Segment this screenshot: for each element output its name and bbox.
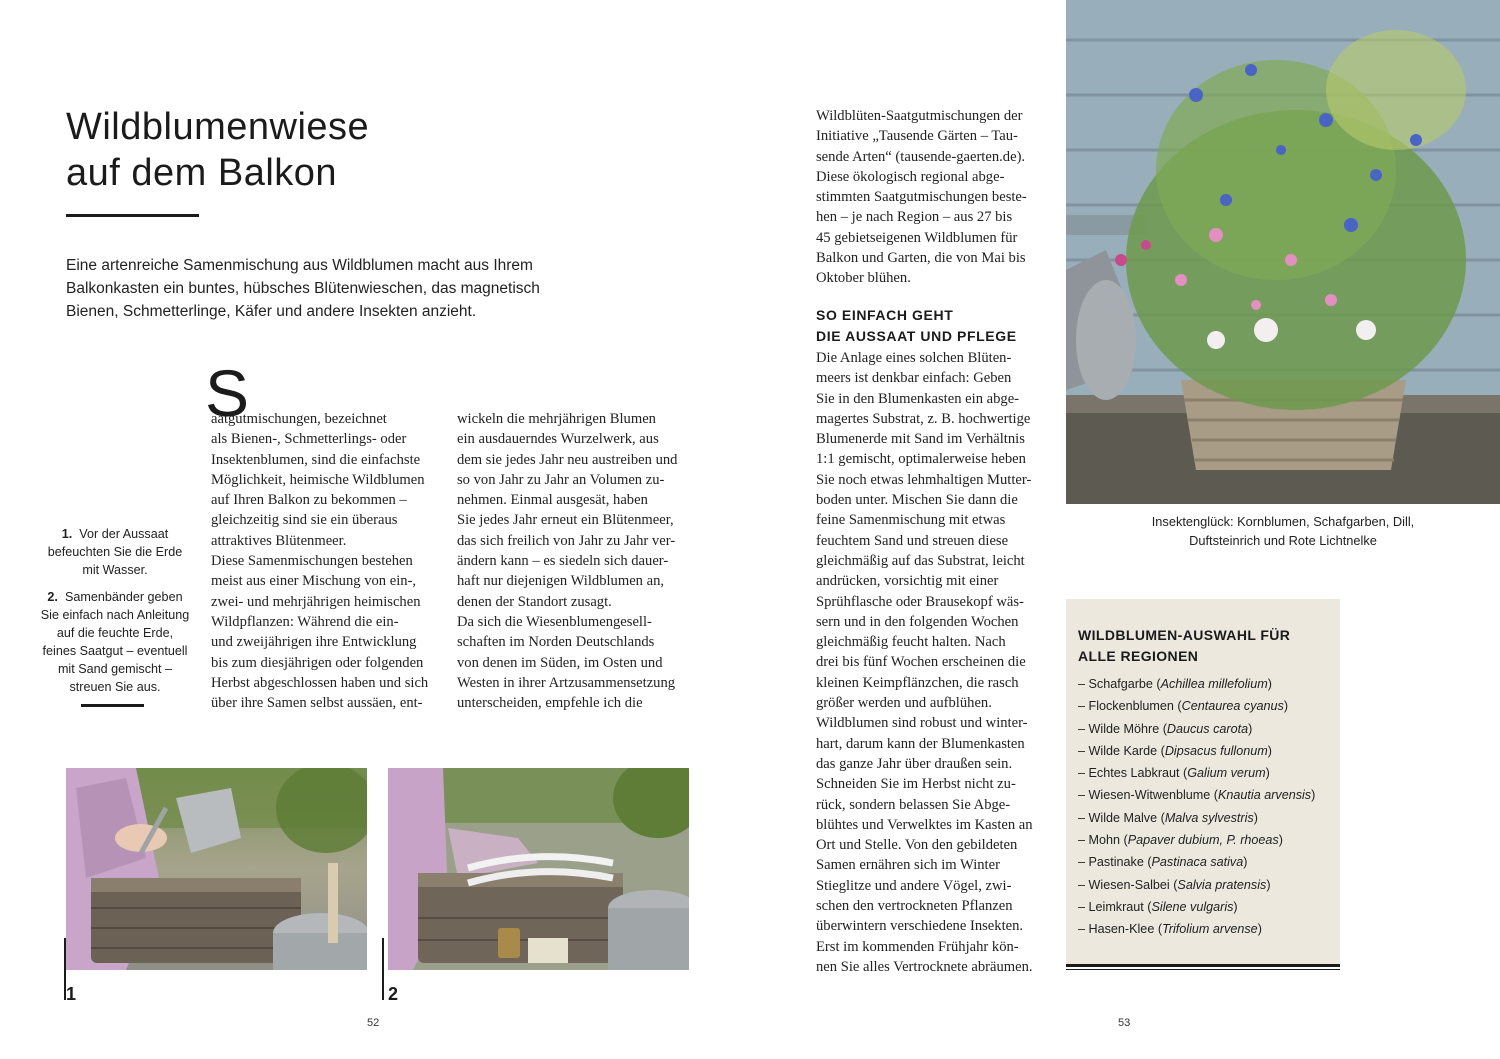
body-line: Wildblumen sind robust und winter- (816, 715, 1028, 732)
page-number-left: 52 (367, 1017, 380, 1029)
body-line: Sie jedes Jahr erneut ein Blütenmeer, (457, 512, 674, 529)
body-line: meers ist denkbar einfach: Geben (816, 370, 1012, 387)
body-line: rück, sondern belassen Sie Abge- (816, 796, 1011, 813)
body-line: Samen ernähren sich im Winter (816, 857, 1000, 874)
body-line: boden unter. Mischen Sie dann die (816, 492, 1018, 509)
photo-caption-line: Insektenglück: Kornblumen, Schafgarben, Dill, (1151, 514, 1415, 529)
page-title (66, 104, 586, 197)
step-caption-text: Vor der Aussaat (79, 527, 169, 541)
step-caption-line: auf die feuchte Erde, (56, 626, 174, 640)
intro-paragraph (66, 254, 566, 323)
photo-marker-line-2 (382, 938, 384, 1000)
body-line: schen den vertrockneten Pflanzen (816, 898, 1013, 915)
body-line: 1:1 gemischt, optimalerweise heben (816, 451, 1026, 468)
wildflower-name: Flockenblumen (1088, 699, 1174, 714)
wildflower-name: Wiesen-Salbei (1088, 877, 1170, 892)
wildflower-latin: Silene vulgaris (1151, 899, 1234, 914)
wildflower-name: Echtes Labkraut (1088, 766, 1180, 781)
body-line: gleichmäßig feucht halten. Nach (816, 634, 1006, 651)
wildflower-item: – Flockenblumen (Centaurea cyanus) (1078, 699, 1289, 714)
wildflower-latin: Galium verum (1187, 766, 1266, 781)
body-line: gleichmäßig auf das Substrat, leicht (816, 552, 1025, 569)
body-line: hart, darum kann der Blumenkasten (816, 735, 1025, 752)
photo-watering-box (66, 768, 367, 970)
wildflower-name: Wilde Karde (1088, 743, 1158, 758)
body-line: meist aus einer Mischung von ein-, (211, 573, 417, 590)
photo-caption (1066, 512, 1500, 550)
wildflower-item: – Hasen-Klee (Trifolium arvense) (1078, 922, 1262, 937)
body-line: Sie in den Blumenkasten ein abge- (816, 390, 1020, 407)
wildflower-name: Hasen-Klee (1088, 922, 1155, 937)
body-line: feuchtem Sand und streuen diese (816, 532, 1009, 549)
wildflower-latin: Daucus carota (1166, 721, 1249, 736)
body-line: andrücken, vorsichtig mit einer (816, 573, 999, 590)
step-caption-line: Sie einfach nach Anleitung (40, 608, 190, 622)
body-line: stimmten Saatgutmischungen beste- (816, 189, 1027, 206)
body-line: dem sie jedes Jahr neu austreiben und (457, 451, 678, 468)
body-line: Wildblüten-Saatgutmischungen der (816, 108, 1023, 124)
section-heading-line: DIE AUSSAAT UND PFLEGE (816, 328, 1017, 344)
body-line: Ort und Stelle. Von den gebildeten (816, 837, 1018, 854)
body-line: Schneiden Sie im Herbst nicht zu- (816, 776, 1016, 793)
wildflower-item: – Mohn (Papaver dubium, P. rhoeas) (1078, 833, 1283, 848)
step-number: 1. (61, 527, 73, 541)
body-line: gleichzeitig sind sie ein überaus (211, 512, 398, 529)
body-line: attraktives Blütenmeer. (211, 532, 347, 549)
body-line: und zweijährigen ihre Entwicklung (211, 634, 417, 651)
body-line: so von Jahr zu Jahr an Volumen zu- (457, 471, 665, 488)
body-line: drei bis fünf Wochen erscheinen die (816, 654, 1026, 671)
body-line: über ihre Samen selbst aussäen, ent- (211, 695, 423, 712)
wildflower-name: Wilde Möhre (1088, 721, 1160, 736)
photo-number-1: 1 (66, 984, 77, 1004)
wildflower-name: Leimkraut (1088, 899, 1144, 914)
wildflower-latin: Achillea millefolium (1160, 677, 1268, 691)
body-line: Da sich die Wiesenblumengesell- (457, 613, 652, 630)
wildflower-latin: Knautia arvensis (1218, 788, 1312, 803)
wildflower-item: – Schafgarbe (Achillea millefolium) (1078, 677, 1272, 691)
photo-wildflower-basket (1066, 0, 1500, 504)
body-line: Wildpflanzen: Während die ein- (211, 613, 399, 630)
step-caption-line: mit Wasser. (82, 563, 148, 577)
intro-line: Eine artenreiche Samenmischung aus Wildblumen macht aus Ihrem (66, 257, 533, 274)
section-heading-line: SO EINFACH GEHT (816, 307, 954, 323)
step-number: 2. (47, 590, 58, 604)
body-line: als Bienen-, Schmetterlings- oder (211, 431, 407, 448)
wildflower-item: – Wilde Möhre (Daucus carota) (1078, 721, 1253, 736)
body-line: ändern kann – es siedeln sich dauer- (457, 553, 669, 570)
body-line: Sie noch etwas lehmhaltigen Mutter- (816, 471, 1032, 488)
wildflower-name: Schafgarbe (1088, 677, 1153, 691)
body-line: hen – je nach Region – aus 27 bis (816, 209, 1013, 226)
wildflower-latin: Papaver dubium, P. rhoeas (1127, 833, 1279, 848)
wildflower-item: – Wilde Karde (Dipsacus fullonum) (1078, 743, 1272, 758)
wildflower-name: Wilde Malve (1088, 810, 1158, 825)
body-line: sende Arten“ (tausende-gaerten.de). (816, 148, 1026, 165)
wildflower-item: – Leimkraut (Silene vulgaris) (1078, 899, 1238, 914)
photo-seed-tapes (388, 768, 689, 970)
drop-cap: S (205, 356, 250, 430)
body-line: kleinen Keimpflänzchen, die rasch (816, 674, 1019, 691)
step-caption (30, 588, 200, 696)
page-number-right: 53 (1118, 1017, 1131, 1029)
title-underline (66, 214, 199, 217)
body-column-2 (457, 409, 693, 713)
body-line: auf Ihren Balkon zu bekommen – (211, 492, 407, 509)
info-box-title-line: WILDBLUMEN-AUSWAHL FÜR (1078, 627, 1291, 643)
body-line: Westen in ihrer Artzusammensetzung (457, 674, 676, 691)
step-caption-line (30, 588, 200, 606)
info-box-rule (1066, 964, 1340, 967)
wildflower-item: – Pastinake (Pastinaca sativa) (1078, 855, 1248, 870)
caption-rule (81, 704, 144, 707)
body-line: Stieglitze und andere Vögel, zwi- (816, 877, 1012, 894)
wildflower-latin: Dipsacus fullonum (1164, 743, 1268, 758)
body-line: Insektenblumen, sind die einfachste (211, 451, 421, 468)
body-line: Möglichkeit, heimische Wildblumen (211, 471, 425, 488)
step-captions (30, 525, 200, 705)
body-line: von denen im Süden, im Osten und (457, 654, 663, 671)
body-line: denen der Standort zusagt. (457, 593, 612, 610)
wildflower-latin: Trifolium arvense (1162, 922, 1258, 937)
body-line: Diese Samenmischungen bestehen (211, 553, 413, 570)
step-caption-line: streuen Sie aus. (69, 680, 161, 694)
body-line: nehmen. Einmal ausgesät, haben (457, 492, 648, 509)
body-line: Herbst abgeschlossen haben und sich (211, 674, 429, 691)
body-line: das sich freilich von Jahr zu Jahr ver- (457, 532, 676, 549)
wildflower-latin: Malva sylvestris (1164, 810, 1254, 825)
wildflower-latin: Pastinaca sativa (1151, 855, 1244, 870)
body-line: aatgutmischungen, bezeichnet (211, 411, 387, 427)
wildflower-name: Mohn (1088, 833, 1121, 848)
section-heading (816, 305, 1056, 347)
wildflower-name: Pastinake (1088, 855, 1144, 870)
step-caption-text: Samenbänder geben (64, 590, 183, 604)
body-line: sern und in den folgenden Wochen (816, 613, 1019, 630)
body-column-1 (211, 409, 441, 713)
body-line: nen Sie alles Vertrocknete abräumen. (816, 958, 1033, 975)
body-line: größer werden und aufblühen. (816, 695, 992, 712)
body-line: ein ausdauerndes Wurzelwerk, aus (457, 431, 659, 448)
info-box-title (1078, 625, 1328, 667)
wildflower-latin: Salvia pratensis (1177, 877, 1267, 892)
info-box-rule-thin (1066, 969, 1340, 970)
body-line: bis zum diesjährigen oder folgenden (211, 654, 424, 671)
wildflower-item: – Wiesen-Witwenblume (Knautia arvensis) (1078, 788, 1316, 803)
title-line-1: Wildblumenwiese (66, 106, 370, 148)
body-column-3 (816, 106, 1051, 289)
wildflower-list (1078, 673, 1338, 941)
body-line: Balkon und Garten, die von Mai bis (816, 250, 1026, 267)
photo-number-2: 2 (388, 984, 399, 1004)
wildflower-item: – Echtes Labkraut (Galium verum) (1078, 766, 1270, 781)
body-line: Diese ökologisch regional abge- (816, 168, 1005, 185)
body-line: wickeln die mehrjährigen Blumen (457, 411, 656, 427)
body-line: Initiative „Tausende Gärten – Tau- (816, 128, 1018, 145)
body-line: feine Samenmischung mit etwas (816, 512, 1006, 529)
body-line: magertes Substrat, z. B. hochwertige (816, 410, 1031, 427)
wildflower-item: – Wiesen-Salbei (Salvia pratensis) (1078, 877, 1271, 892)
intro-line: Balkonkasten ein buntes, hübsches Blütenwieschen, das magnetisch (66, 280, 540, 297)
body-line: überwintern verschiedene Insekten. (816, 918, 1024, 935)
photo-caption-line: Duftsteinrich und Rote Lichtnelke (1189, 533, 1377, 548)
step-caption (30, 525, 200, 579)
body-line: Blumenerde mit Sand im Verhältnis (816, 431, 1025, 448)
step-caption-line (30, 525, 200, 543)
body-line: haft nur diejenigen Wildblumen an, (457, 573, 665, 590)
wildflower-latin: Centaurea cyanus (1181, 699, 1284, 714)
body-line: zwei- und mehrjährigen heimischen (211, 593, 421, 610)
title-line-2: auf dem Balkon (66, 152, 338, 195)
wildflower-item: – Wilde Malve (Malva sylvestris) (1078, 810, 1258, 825)
body-line: 45 gebietseigenen Wildblumen für (816, 229, 1018, 246)
wildflower-name: Wiesen-Witwenblume (1088, 788, 1211, 803)
body-line: Sprühflasche oder Brausekopf wäs- (816, 593, 1024, 610)
step-caption-line: mit Sand gemischt – (57, 662, 173, 676)
body-line: Die Anlage eines solchen Blüten- (816, 350, 1012, 366)
intro-line: Bienen, Schmetterlinge, Käfer und andere Insekten anzieht. (66, 303, 477, 320)
body-line: schaften im Norden Deutschlands (457, 634, 655, 651)
info-box-title-line: ALLE REGIONEN (1078, 648, 1199, 664)
step-caption-line: befeuchten Sie die Erde (47, 545, 183, 559)
body-line: blühtes und Verwelktes im Kasten an (816, 816, 1033, 833)
body-column-4 (816, 348, 1051, 977)
step-caption-line: feines Saatgut – eventuell (42, 644, 188, 658)
body-line: Oktober blühen. (816, 270, 911, 287)
body-line: unterscheiden, empfehle ich die (457, 695, 643, 712)
body-line: Erst im kommenden Frühjahr kön- (816, 938, 1019, 955)
body-line: das ganze Jahr über draußen sein. (816, 755, 1013, 772)
